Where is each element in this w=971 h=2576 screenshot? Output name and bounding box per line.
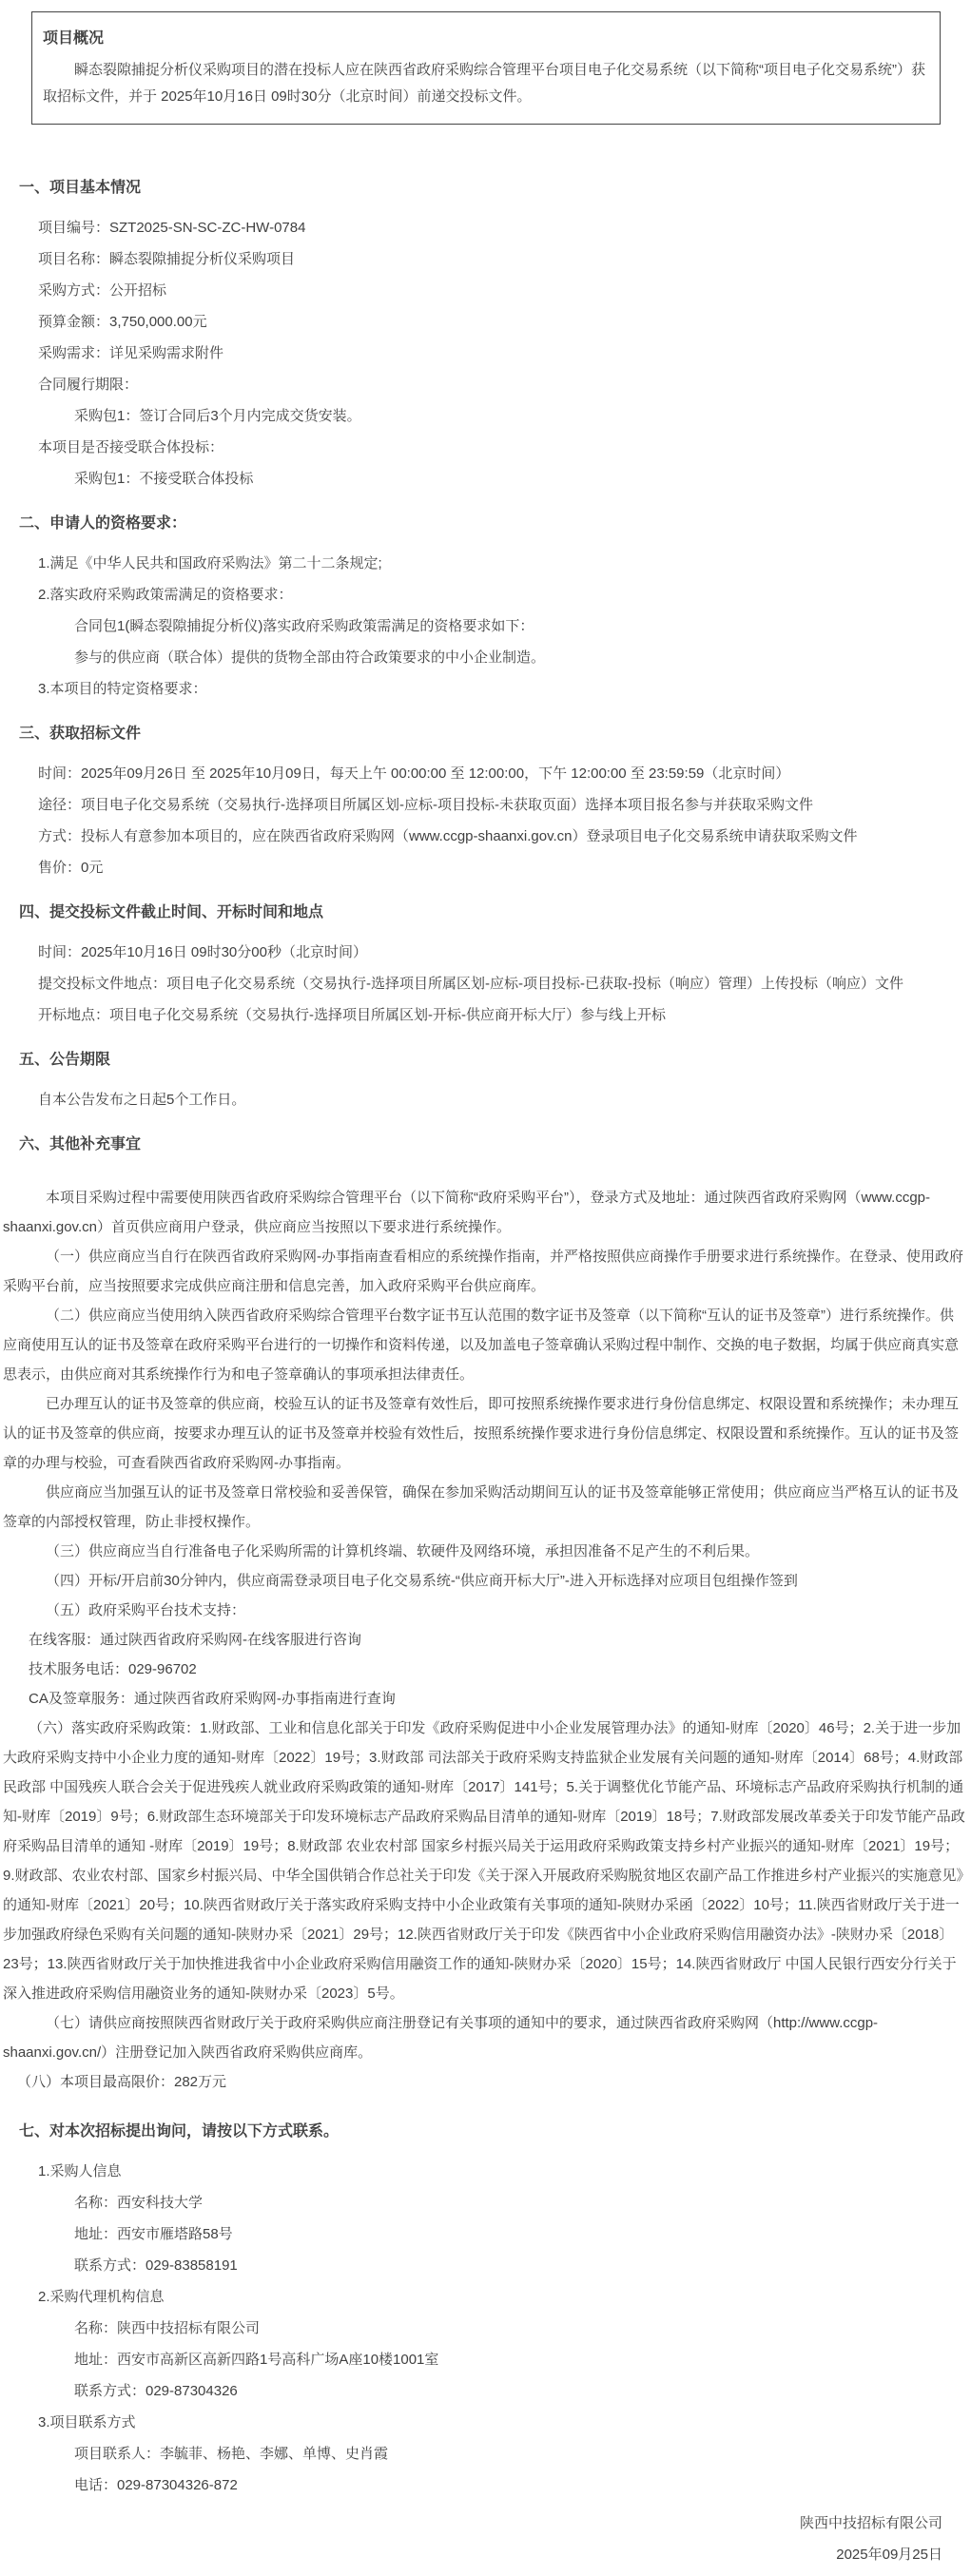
contract-period-package1-line: 采购包1：签订合同后3个月内完成交货安装。: [74, 408, 361, 424]
consortium-package1-line: 采购包1：不接受联合体投标: [74, 471, 254, 487]
supplement-item-2-paragraph: （二）供应商应当使用纳入陕西省政府采购综合管理平台数字证书互认范围的数字证书及签章（以下简称“互认的证书及签章”）进行系统操作。供应商使用互认的证书及签章在政府采购平台进行的一切操作和资料传递，以及加盖电子签章确认采购过程中制作、交换的电子数据，均属于供应商真实意思表示，由供应商对其系统操作行为和电子签章确认的事项承担法律责任。: [3, 1307, 960, 1383]
qualification-package-note-line: 合同包1(瞬态裂隙捕捉分析仪)落实政府采购政策需满足的资格要求如下：: [74, 618, 534, 634]
section-heading: 一、项目基本情况: [19, 180, 142, 196]
section-basic-info: [0, 179, 971, 489]
project-contact-info-line: 3.项目联系方式: [38, 2414, 136, 2431]
section-contacts: [0, 2122, 971, 2495]
project-contacts-line: 项目联系人：李毓菲、杨艳、李娜、单博、史肖霞: [74, 2446, 389, 2462]
supplement-item-1-paragraph: （一）供应商应当自行在陕西省政府采购网-办事指南查看相应的系统操作指南，并严格按照供应商操作手册要求进行系统操作。在登录、使用政府采购平台前，应当按照要求完成供应商注册和信息完善，加入政府采购平台供应商库。: [3, 1249, 964, 1294]
agency-info-line: 2.采购代理机构信息: [38, 2289, 165, 2305]
purchaser-address-line: 地址：西安市雁塔路58号: [74, 2226, 233, 2242]
obtain-price-line: 售价：0元: [38, 860, 104, 876]
tech-phone-line: 技术服务电话：029-96702: [29, 1661, 197, 1677]
project-overview-title: 项目概况: [43, 30, 105, 47]
procurement-requirement-line: 采购需求：详见采购需求附件: [38, 345, 224, 361]
section-heading: 六、其他补充事宜: [19, 1136, 142, 1152]
ca-service-line: CA及签章服务：通过陕西省政府采购网-办事指南进行查询: [29, 1691, 396, 1707]
section-heading: 五、公告期限: [19, 1052, 111, 1068]
signature-agency: 陕西中技招标有限公司: [799, 2515, 942, 2531]
bid-opening-place-line: 开标地点：项目电子化交易系统（交易执行-选择项目所属区划-开标-供应商开标大厅）参与线上开标: [38, 1007, 666, 1023]
agency-name-line: 名称：陕西中技招标有限公司: [74, 2320, 261, 2336]
signature-block: [0, 2514, 942, 2565]
qualification-item-3-line: 3.本项目的特定资格要求：: [38, 681, 207, 697]
submission-place-line: 提交投标文件地点：项目电子化交易系统（交易执行-选择项目所属区划-应标-项目投标-已获取-投标（响应）管理）上传投标（响应）文件: [38, 976, 903, 992]
project-overview-box: [31, 11, 941, 125]
purchaser-name-line: 名称：西安科技大学: [74, 2195, 204, 2211]
deadline-time-line: 时间：2025年10月16日 09时30分00秒（北京时间）: [38, 944, 367, 960]
online-service-line: 在线客服：通过陕西省政府采购网-在线客服进行咨询: [29, 1632, 361, 1648]
announcement-period-line: 自本公告发布之日起5个工作日。: [38, 1092, 246, 1108]
supplement-item-3-paragraph: （三）供应商应当自行准备电子化采购所需的计算机终端、软硬件及网络环境，承担因准备不足产生的不利后果。: [46, 1543, 760, 1559]
contract-period-label-line: 合同履行期限：: [38, 377, 139, 393]
cert-keeping-paragraph: 供应商应当加强互认的证书及签章日常校验和妥善保管，确保在参加采购活动期间互认的证书及签章能够正常使用；供应商应当严格互认的证书及签章的内部授权管理，防止非授权操作。: [3, 1484, 960, 1530]
budget-amount-line: 预算金额：3,750,000.00元: [38, 314, 207, 330]
supplement-item-4-paragraph: （四）开标/开启前30分钟内，供应商需登录项目电子化交易系统-“供应商开标大厅”-进入开标选择对应项目包组操作签到: [46, 1573, 798, 1589]
section-heading: 三、获取招标文件: [19, 726, 142, 742]
qualification-smes-line: 参与的供应商（联合体）提供的货物全部由符合政策要求的中小企业制造。: [74, 649, 546, 666]
supplement-intro-paragraph: 本项目采购过程中需要使用陕西省政府采购综合管理平台（以下简称“政府采购平台”），登录方式及地址：通过陕西省政府采购网（www.ccgp-shaanxi.gov.cn）首页供应商用户登录，供应商应当按照以下要求进行系统操作。: [3, 1190, 931, 1235]
supplement-item-7-paragraph: （七）请供应商按照陕西省财政厅关于政府采购供应商注册登记有关事项的通知中的要求，通过陕西省政府采购网（http://www.ccgp-shaanxi.gov.cn/）注册登记加入陕西省政府采购供应商库。: [3, 2015, 879, 2061]
qualification-item-2-line: 2.落实政府采购政策需满足的资格要求：: [38, 587, 293, 603]
obtain-time-line: 时间：2025年09月26日 至 2025年10月09日，每天上午 00:00:00 至 12:00:00，下午 12:00:00 至 23:59:59（北京时间）: [38, 765, 790, 782]
section-heading: 四、提交投标文件截止时间、开标时间和地点: [19, 904, 324, 920]
obtain-channel-line: 途径：项目电子化交易系统（交易执行-选择项目所属区划-应标-项目投标-未获取页面）选择本项目报名参与并获取采购文件: [38, 797, 813, 813]
purchaser-info-line: 1.采购人信息: [38, 2163, 122, 2179]
section-announcement-period: [0, 1051, 971, 1110]
supplement-item-8-price-cap-line: （八）本项目最高限价：282万元: [17, 2074, 227, 2090]
agency-address-line: 地址：西安市高新区高新四路1号高科广场A座10楼1001室: [74, 2352, 439, 2368]
section-heading: 七、对本次招标提出询问，请按以下方式联系。: [19, 2123, 340, 2140]
procurement-method-line: 采购方式：公开招标: [38, 282, 167, 299]
cert-validated-paragraph: 已办理互认的证书及签章的供应商，校验互认的证书及签章有效性后，即可按照系统操作要求进行身份信息绑定、权限设置和系统操作；未办理互认的证书及签章的供应商，按要求办理互认的证书及签章并校验有效性后，按照系统操作要求进行身份信息绑定、权限设置和系统操作。互认的证书及签章的办理与校验，可查看陕西省政府采购网-办事指南。: [3, 1396, 960, 1471]
section-qualifications: [0, 514, 971, 699]
qualification-item-1-line: 1.满足《中华人民共和国政府采购法》第二十二条规定;: [38, 555, 382, 571]
section-submission-opening: [0, 903, 971, 1025]
consortium-label-line: 本项目是否接受联合体投标：: [38, 439, 224, 455]
supplement-item-5-paragraph: （五）政府采购平台技术支持：: [46, 1602, 246, 1618]
section-obtain-documents: [0, 725, 971, 878]
project-name-line: 项目名称：瞬态裂隙捕捉分析仪采购项目: [38, 251, 296, 267]
project-phone-line: 电话：029-87304326-872: [74, 2477, 238, 2493]
purchaser-contact-line: 联系方式：029-83858191: [74, 2257, 238, 2274]
project-code-line: 项目编号：SZT2025-SN-SC-ZC-HW-0784: [38, 220, 306, 236]
signature-date: 2025年09月25日: [836, 2547, 942, 2563]
project-overview-paragraph: 瞬态裂隙捕捉分析仪采购项目的潜在投标人应在陕西省政府采购综合管理平台项目电子化交易系统（以下简称“项目电子化交易系统”）获取招标文件，并于 2025年10月16日 09时30分（北京时间）前递交投标文件。: [43, 62, 925, 105]
tender-announcement-document: [0, 11, 971, 2576]
supplement-item-6-policies-paragraph: （六）落实政府采购政策：1.财政部、工业和信息化部关于印发《政府采购促进中小企业发展管理办法》的通知-财库〔2020〕46号；2.关于进一步加大政府采购支持中小企业力度的通知-财库〔2022〕19号；3.财政部 司法部关于政府采购支持监狱企业发展有关问题的通知-财库〔2014〕68号；4.财政部 民政部 中国残疾人联合会关于促进残疾人就业政府采购政策的通知-财库〔2017〕141号；5.关于调整优化节能产品、环境标志产品政府采购执行机制的通知-财库〔2019〕9号；6.财政部生态环境部关于印发环境标志产品政府采购品目清单的通知-财库〔2019〕18号；7.财政部发展改革委关于印发节能产品政府采购品目清单的通知 -财库〔2019〕19号；8.财政部 农业农村部 国家乡村振兴局关于运用政府采购政策支持乡村产业振兴的通知-财库〔2021〕19号；9.财政部、农业农村部、国家乡村振兴局、中华全国供销合作总社关于印发《关于深入开展政府采购脱贫地区农副产品工作推进乡村产业振兴的实施意见》的通知-财库〔2021〕20号；10.陕西省财政厅关于落实政府采购支持中小企业政策有关事项的通知-陕财办采函〔2022〕10号；11.陕西省财政厅关于进一步加强政府绿色采购有关问题的通知-陕财办采〔2021〕29号；12.陕西省财政厅关于印发《陕西省中小企业政府采购信用融资办法》-陕财办采〔2018〕23号；13.陕西省财政厅关于加快推进我省中小企业政府采购信用融资工作的通知-陕财办采〔2020〕15号；14.陕西省财政厅 中国人民银行西安分行关于深入推进政府采购信用融资业务的通知-陕财办采〔2023〕5号。: [3, 1720, 965, 2002]
section-heading: 二、申请人的资格要求：: [19, 515, 187, 532]
obtain-method-line: 方式：投标人有意参加本项目的，应在陕西省政府采购网（www.ccgp-shaanxi.gov.cn）登录项目电子化交易系统申请获取采购文件: [38, 828, 858, 844]
agency-contact-line: 联系方式：029-87304326: [74, 2383, 238, 2399]
section-supplementary: [0, 1135, 971, 2097]
